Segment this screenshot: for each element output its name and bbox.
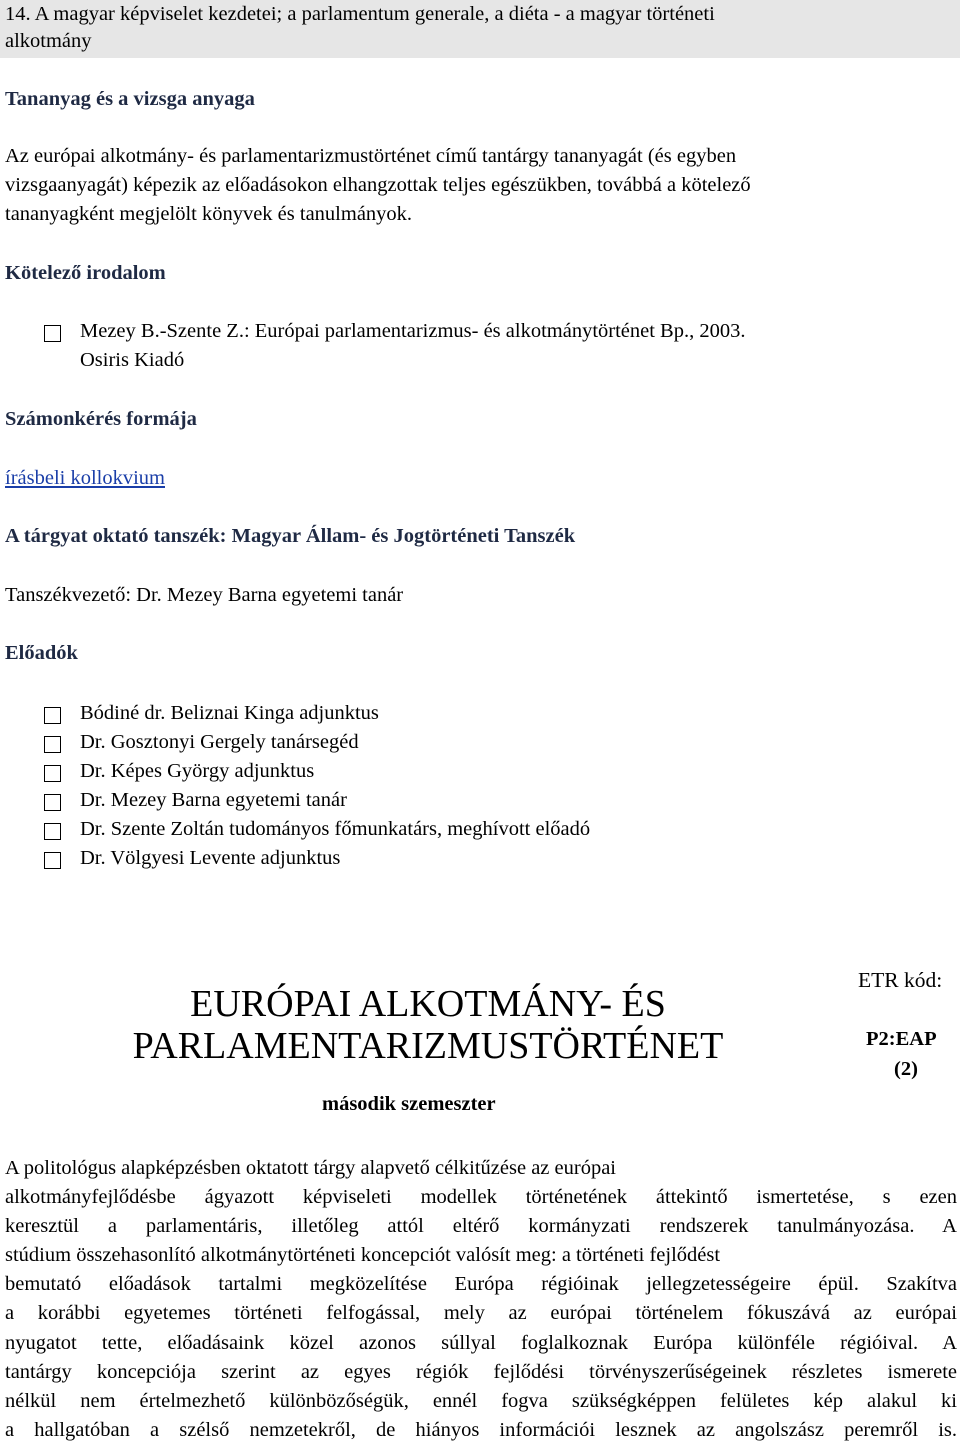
lecturer-item: Dr. Szente Zoltán tudományos főmunkatárs, meghívott előadó [80,818,591,840]
checkbox-icon [44,852,61,869]
section-title-bar [0,0,960,58]
head-of-department: Tanszékvezető: Dr. Mezey Barna egyetemi tanár [5,584,404,606]
lecturer-item: Dr. Gosztonyi Gergely tanársegéd [80,731,359,753]
course-title-line1: EURÓPAI ALKOTMÁNY- ÉS [190,983,666,1025]
etr-label: ETR kód: [858,968,943,992]
description-line: keresztül a parlamentáris, illetőleg attól eltérő kormányzati rendszerek tanulmányozása. A [5,1215,957,1238]
literature-item-line1: Mezey B.-Szente Z.: Európai parlamentarizmus- és alkotmánytörténet Bp., 2003. [80,320,746,342]
department-heading: A tárgyat oktató tanszék: Magyar Állam- és Jogtörténeti Tanszék [5,525,576,547]
description-line: a korábbi egyetemes történeti felfogással, mely az európai történelem fókuszává az európai [5,1302,957,1325]
tananyag-text-line: tananyagként megjelölt könyvek és tanulmányok. [5,203,413,225]
description-line: stúdium összehasonlító alkotmánytörténeti koncepciót valósít meg: a történeti fejlődést [5,1244,721,1267]
course-description [5,1154,957,1445]
etr-code: P2:EAP [866,1028,937,1050]
heading-eloadok: Előadók [5,642,78,664]
lecturer-item: Bódiné dr. Beliznai Kinga adjunktus [80,702,379,724]
section-title-line2: alkotmány [5,30,92,52]
description-line: nyugatot tette, előadásaink közel azonos súllyal foglalkoznak Európa különféle régióival. A [5,1331,957,1354]
checkbox-icon [44,736,61,753]
course-title-line2: PARLAMENTARIZMUSTÖRTÉNET [132,1025,724,1067]
description-line: alkotmányfejlődésbe ágyazott képviseleti modellek történetének áttekintő ismertetése, s ezen [5,1186,957,1209]
tananyag-text-line: Az európai alkotmány- és parlamentarizmustörténet című tantárgy tananyagát (és egyben [5,145,737,167]
description-line: bemutató előadások tartalmi megközelítése Európa régióinak jellegzetességeire épül. Szakítva [5,1273,957,1296]
checkbox-icon [44,823,61,840]
heading-kotelezo-irodalom: Kötelező irodalom [5,262,166,284]
checkbox-icon [44,325,61,342]
etr-credit: (2) [894,1058,918,1080]
description-line: a hallgatóban a szélső nemzetekről, de hiányos információi lesznek az angolszász peremről is. [5,1418,957,1441]
exam-form-link[interactable]: írásbeli kollokvium [5,467,165,489]
description-line: A politológus alapképzésben oktatott tárgy alapvető célkitűzése az európai [5,1157,616,1179]
section-title-line1: 14. A magyar képviselet kezdetei; a parlamentum generale, a diéta - a magyar történeti [5,3,715,25]
checkbox-icon [44,765,61,782]
course-semester: második szemeszter [322,1093,496,1115]
checkbox-icon [44,794,61,811]
tananyag-text-line: vizsgaanyagát) képezik az előadásokon elhangzottak teljes egészükben, továbbá a kötelező [5,174,751,196]
lecturer-item: Dr. Képes György adjunktus [80,760,315,782]
heading-szamonkeres: Számonkérés formája [5,408,197,430]
lecturer-item: Dr. Mezey Barna egyetemi tanár [80,789,347,811]
literature-item-line2: Osiris Kiadó [80,349,185,371]
lecturer-item: Dr. Völgyesi Levente adjunktus [80,847,341,869]
checkbox-icon [44,707,61,724]
description-line: nélkül nem értelmezhető különbözőségük, ennél fogva szükségképpen felületes kép alakul ki [5,1389,957,1412]
heading-tananyag: Tananyag és a vizsga anyaga [5,88,255,110]
description-line: tantárgy koncepciója szerint az egyes régiók fejlődési törvényszerűségeinek részletes ismerete [5,1360,957,1383]
